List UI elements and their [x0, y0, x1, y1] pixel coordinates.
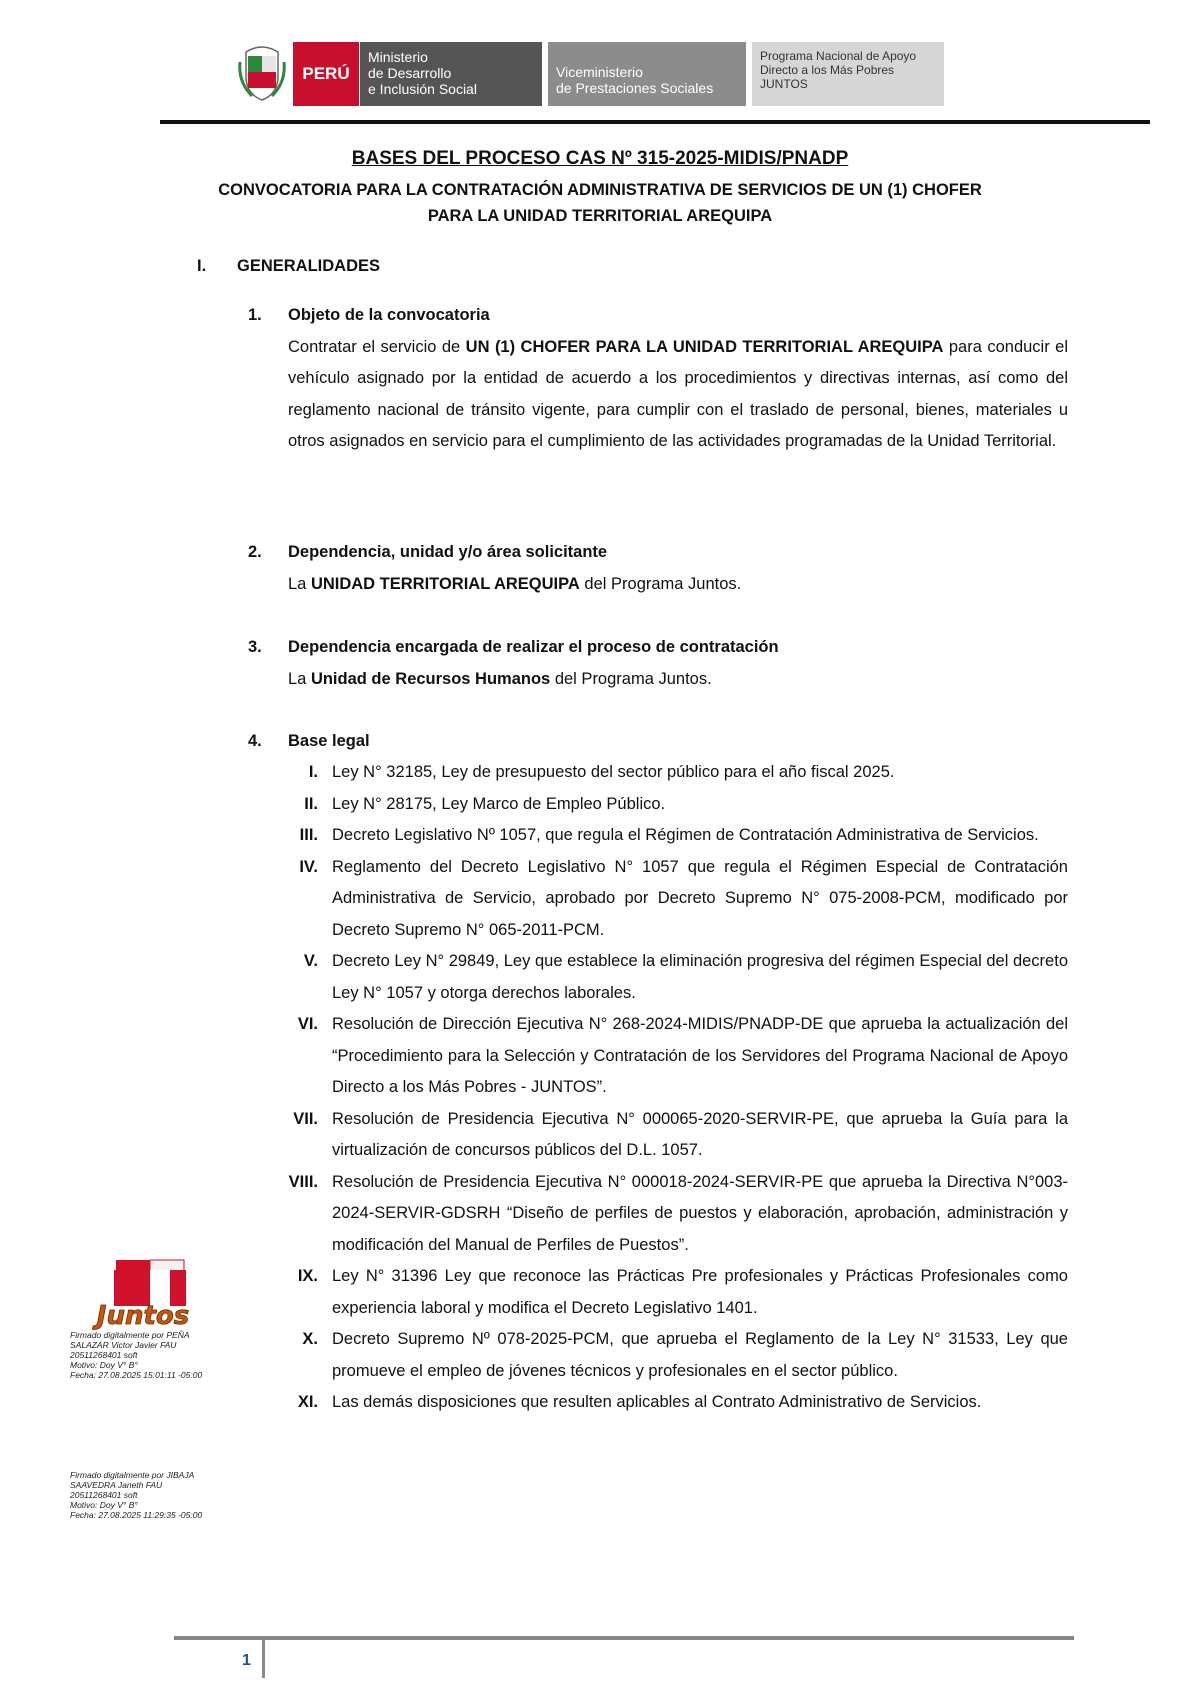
footer-divider [174, 1636, 1074, 1640]
legal-item: XI. Las demás disposiciones que resulten aplicables al Contrato Administrativo de Servicios. [297, 1393, 982, 1411]
item-body: La Unidad de Recursos Humanos del Programa Juntos. [288, 669, 712, 688]
section-heading: I. GENERALIDADES [197, 257, 381, 275]
ministry-label: Ministerio de Desarrollo e Inclusión Social [360, 42, 542, 106]
legal-item: VIII. Resolución de Presidencia Ejecutiva N° 000018-2024-SERVIR-PE que aprueba la Directiva N°003-2024-SERVIR-GDSRH “Diseño de perfiles de puestos y elaboración, aprobación, administración y modificación del Manual de Perfiles de Puestos”. [288, 1172, 1068, 1254]
coat-of-arms-icon [238, 42, 286, 102]
legal-item: III. Decreto Legislativo Nº 1057, que regula el Régimen de Contratación Administrativa de Servicios. [299, 826, 1039, 844]
item-body: Contratar el servicio de UN (1) CHOFER PARA LA UNIDAD TERRITORIAL AREQUIPA para conducir el vehículo asignado por la entidad de acuerdo a los procedimientos y directivas internas, así como del reglamento nacional de tránsito vigente, para cumplir con el traslado de personal, bienes, materiales u otros asignados en servicio para el cumplimiento de las actividades programadas de la Unidad Territorial. [288, 337, 1068, 450]
legal-item: X. Decreto Supremo Nº 078-2025-PCM, que aprueba el Reglamento de la Ley N° 31533, Ley que promueve el empleo de jóvenes técnicos y profesionales en el sector público. [302, 1330, 1068, 1380]
list-item: 3. Dependencia encargada de realizar el proceso de contratación La Unidad de Recursos Humanos del Programa Juntos. [248, 632, 1068, 695]
legal-item: IX. Ley N° 31396 Ley que reconoce las Prácticas Pre profesionales y Prácticas Profesionales como experiencia laboral y modifica el Decreto Legislativo 1401. [297, 1267, 1068, 1317]
list-item: 1. Objeto de la convocatoria Contratar el servicio de UN (1) CHOFER PARA LA UNIDAD TERRITORIAL AREQUIPA para conducir el vehículo asignado por la entidad de acuerdo a los procedimientos y directivas internas, así como del reglamento nacional de tránsito vigente, para cumplir con el traslado de personal, bienes, materiales u otros asignados en servicio para el cumplimiento de las actividades programadas de la Unidad Territorial. [248, 300, 1068, 458]
juntos-logo [88, 1258, 198, 1330]
legal-item: II. Ley N° 28175, Ley Marco de Empleo Público. [304, 794, 666, 813]
page-title: BASES DEL PROCESO CAS Nº 315-2025-MIDIS/PNADP [351, 148, 849, 169]
legal-item: VII. Resolución de Presidencia Ejecutiva N° 000065-2020-SERVIR-PE, que aprueba la Guía para la virtualización de concursos públicos del D.L. 1057. [293, 1109, 1068, 1159]
page-subtitle: CONVOCATORIA PARA LA CONTRATACIÓN ADMINISTRATIVA DE SERVICIOS DE UN (1) CHOFER PARA LA UNIDAD TERRITORIAL AREQUIPA [218, 181, 982, 225]
item-body: La UNIDAD TERRITORIAL AREQUIPA del Programa Juntos. [288, 574, 742, 593]
svg-text:Juntos: Juntos [96, 1301, 190, 1330]
list-item: 4. Base legal [248, 732, 370, 750]
page-number: 1 [242, 1652, 251, 1669]
legal-item: I. Ley N° 32185, Ley de presupuesto del sector público para el año fiscal 2025. [308, 763, 895, 781]
legal-list [280, 757, 1068, 1419]
vice-ministry-label: Viceministerio de Prestaciones Sociales [548, 42, 746, 106]
list-item: 2. Dependencia, unidad y/o área solicitante La UNIDAD TERRITORIAL AREQUIPA del Programa Juntos. [248, 537, 1068, 600]
digital-signature-2: Firmado digitalmente por JIBAJA SAAVEDRA Janeth FAU 20511268401 soft Motivo: Doy V° B° Fecha: 27.08.2025 11:29:35 -05:00 [70, 1470, 203, 1520]
peru-logo: PERÚ [293, 42, 359, 106]
header [238, 40, 958, 106]
legal-item: IV. Reglamento del Decreto Legislativo N° 1057 que regula el Régimen Especial de Contratación Administrativa de Servicio, aprobado por Decreto Supremo N° 075-2008-PCM, modificado por Decreto Supremo N° 065-2011-PCM. [299, 857, 1068, 939]
legal-item: V. Decreto Ley N° 29849, Ley que establece la eliminación progresiva del régimen Especial del decreto Ley N° 1057 y otorga derechos laborales. [303, 952, 1068, 1002]
footer-vertical-bar [262, 1640, 265, 1678]
program-label: Programa Nacional de Apoyo Directo a los Más Pobres JUNTOS [752, 42, 944, 106]
legal-item: VI. Resolución de Dirección Ejecutiva N° 268-2024-MIDIS/PNADP-DE que aprueba la actualización del “Procedimiento para la Selección y Contratación de los Servidores del Programa Nacional de Apoyo Directo a los Más Pobres - JUNTOS”. [297, 1015, 1068, 1096]
digital-signature-1: Firmado digitalmente por PEÑA SALAZAR Victor Javier FAU 20511268401 soft Motivo: Doy V° B° Fecha: 27.08.2025 15:01:11 -05:00 [70, 1330, 203, 1380]
header-divider [160, 120, 1150, 124]
